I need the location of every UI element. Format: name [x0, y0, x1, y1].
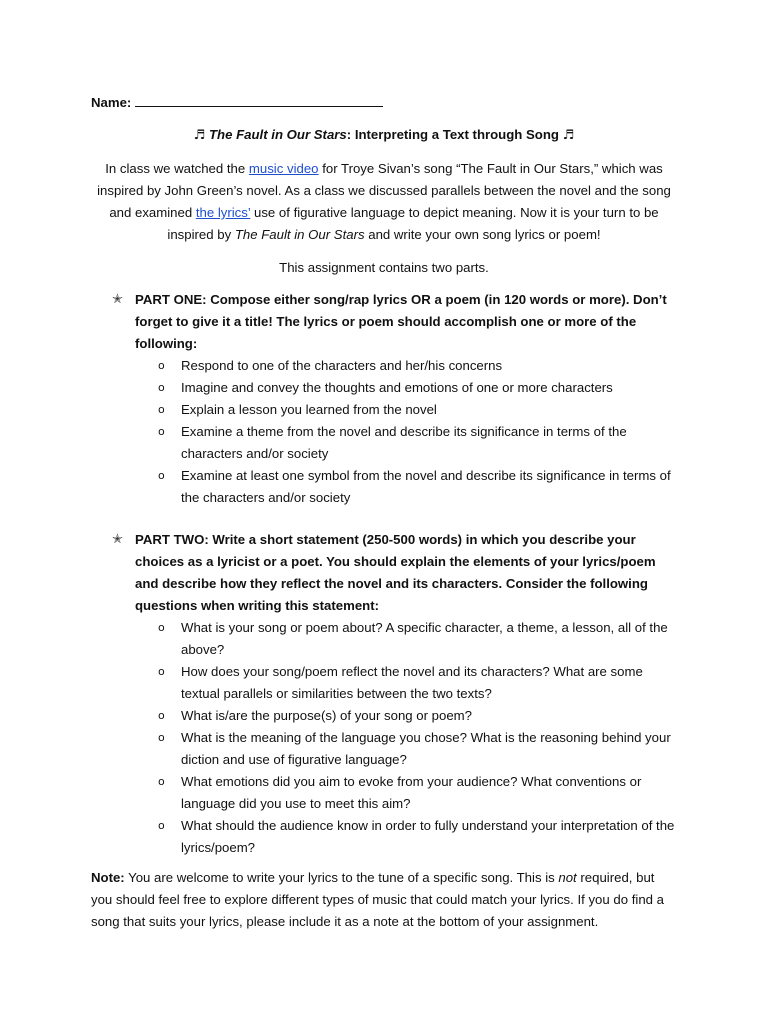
assignment-parts-note: This assignment contains two parts.: [279, 260, 489, 275]
intro-book-name: The Fault in Our Stars: [234, 227, 365, 242]
bullet-icon: o: [158, 469, 165, 482]
bullet-icon: o: [158, 665, 165, 678]
part-two-heading: [112, 529, 678, 617]
name-blank-line[interactable]: [135, 91, 383, 107]
name-field: [91, 91, 383, 114]
part-one-section: [112, 289, 678, 509]
lyrics-link[interactable]: the lyrics’: [195, 205, 251, 220]
bullet-icon: o: [158, 381, 165, 394]
title-book-name: The Fault in Our Stars: [209, 127, 347, 142]
part-two-list: [112, 617, 678, 859]
intro-text: In class we watched the: [105, 161, 249, 176]
bullet-icon: o: [158, 359, 165, 372]
bullet-icon: o: [158, 709, 165, 722]
bullet-icon: o: [158, 403, 165, 416]
music-note-icon: ♬: [193, 128, 206, 143]
star-icon: ✭: [112, 292, 123, 307]
list-item: o Explain a lesson you learned from the novel: [158, 399, 678, 421]
part-two-section: [112, 529, 678, 859]
title-subtitle: : Interpreting a Text through Song: [346, 127, 559, 142]
music-note-icon: ♬: [562, 128, 575, 143]
list-item: o Examine a theme from the novel and describe its significance in terms of the characters and/or society: [158, 421, 678, 465]
bullet-icon: o: [158, 775, 165, 788]
part-one-list: [112, 355, 678, 509]
list-item: o What is the meaning of the language you chose? What is the reasoning behind your diction and use of figurative language?: [158, 727, 678, 771]
list-item: o How does your song/poem reflect the novel and its characters? What are some textual parallels or similarities between the two texts?: [158, 661, 678, 705]
name-label: Name:: [91, 95, 132, 110]
list-item: o What should the audience know in order to fully understand your interpretation of the lyrics/poem?: [158, 815, 678, 859]
list-item: o What is/are the purpose(s) of your song or poem?: [158, 705, 678, 727]
music-video-link[interactable]: music video: [248, 161, 319, 176]
part-one-heading-text: PART ONE: Compose either song/rap lyrics OR a poem (in 120 words or more). Don’t forget to give it a title! The lyrics or poem should accomplish one or more of the following:: [135, 292, 667, 351]
document-title: [91, 124, 677, 147]
intro-text: for Troye Sivan’s song “The Fault in Our Stars,” which was inspired by John Green’s novel. As a class we discussed parallels between the novel and the song and examined: [97, 161, 671, 220]
note-emphasis: not: [558, 870, 577, 885]
part-two-heading-text: PART TWO: Write a short statement (250-500 words) in which you describe your choices as a lyricist or a poet. You should explain the elements of your lyrics/poem and describe how they reflect the novel and its characters. Consider the following questions when writing this statement:: [135, 532, 656, 613]
note-label: Note:: [91, 870, 125, 885]
intro-text: and write your own song lyrics or poem!: [364, 227, 601, 242]
note-text: You are welcome to write your lyrics to the tune of a specific song. This is: [124, 870, 559, 885]
intro-text: use of figurative language to depict meaning. Now it is your turn to be inspired by: [167, 205, 659, 242]
note-paragraph: [91, 867, 677, 933]
star-icon: ✭: [112, 532, 123, 547]
list-item: o What emotions did you aim to evoke from your audience? What conventions or language did you use to meet this aim?: [158, 771, 678, 815]
intro-paragraph: [91, 158, 677, 246]
bullet-icon: o: [158, 731, 165, 744]
list-item: o What is your song or poem about? A specific character, a theme, a lesson, all of the above?: [158, 617, 678, 661]
note-text: required, but you should feel free to explore different types of music that could match your lyrics. If you do find a song that suits your lyrics, please include it as a note at the bottom of your assignment.: [91, 870, 664, 929]
list-item: o Respond to one of the characters and her/his concerns: [158, 355, 678, 377]
list-item: o Examine at least one symbol from the novel and describe its significance in terms of the characters and/or society: [158, 465, 678, 509]
bullet-icon: o: [158, 819, 165, 832]
part-one-heading: [112, 289, 678, 355]
bullet-icon: o: [158, 621, 165, 634]
list-item: o Imagine and convey the thoughts and emotions of one or more characters: [158, 377, 678, 399]
bullet-icon: o: [158, 425, 165, 438]
